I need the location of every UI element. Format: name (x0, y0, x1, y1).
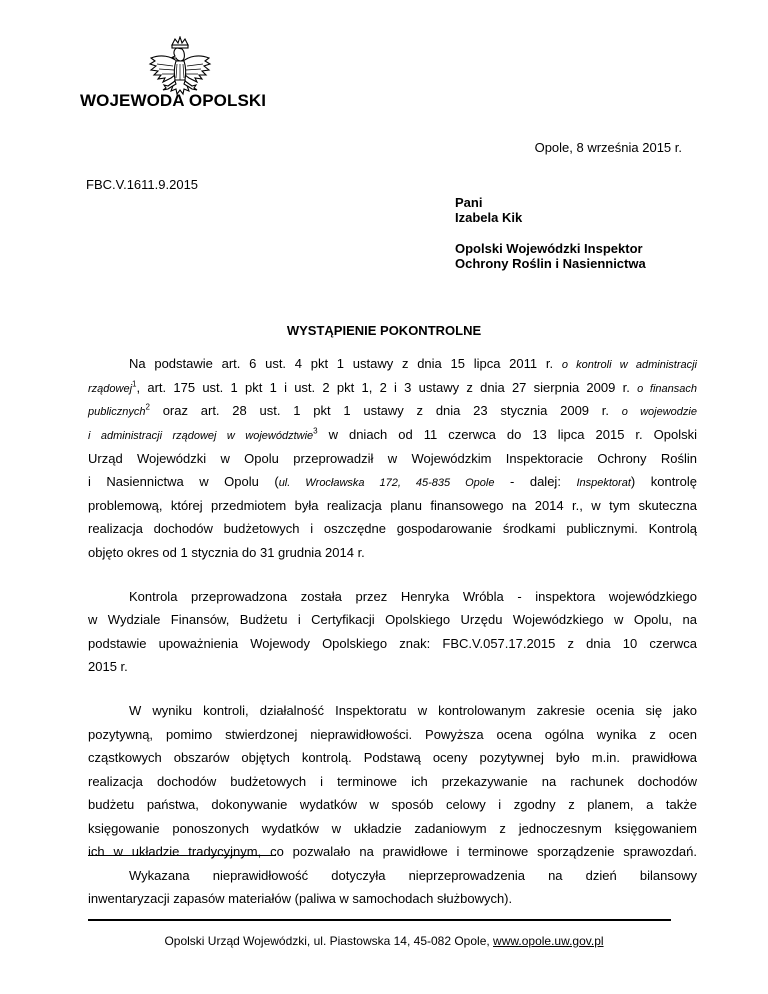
place-and-date: Opole, 8 września 2015 r. (534, 140, 682, 155)
paragraph-3-line: W wyniku kontroli, działalność Inspektoratu w kontrolowanym zakresie ocenia się jako (129, 703, 697, 718)
paragraph-1-line: Na podstawie art. 6 ust. 4 pkt 1 ustawy z dnia 15 lipca 2011 r. o kontroli w administracji (129, 356, 697, 371)
paragraph-1-line: problemową, której przedmiotem była realizacja planu finansowego na 2014 r., w tym skuteczna (88, 498, 697, 513)
paragraph-3-line: księgowanie ponoszonych wydatków w układzie zadaniowym z jednoczesnym księgowaniem (88, 821, 697, 836)
paragraph-1-line: Urząd Wojewódzki w Opolu przeprowadził w Wojewódzkim Inspektoracie Ochrony Roślin (88, 451, 697, 466)
paragraph-1-line: rządowej$^1$, art. 175 ust. 1 pkt 1 i ust. 2 pkt 1, 2 i 3 ustawy z dnia 27 sierpnia 2009 r. o finansach (88, 379, 697, 395)
paragraph-1-line: realizacja dochodów budżetowych i oszczędne gospodarowanie środkami publicznymi. Kontrolą (88, 521, 697, 536)
paragraph-1-line: objęto okres od 1 stycznia do 31 grudnia 2014 r. (88, 545, 365, 560)
addressee-salutation: Pani (455, 195, 483, 210)
paragraph-2-line: podstawie upoważnienia Wojewody Opolskiego znak: FBC.V.057.17.2015 z dnia 10 czerwca (88, 636, 697, 651)
addressee-position-line-2: Ochrony Roślin i Nasiennictwa (455, 256, 646, 271)
footer-address: Opolski Urząd Wojewódzki, ul. Piastowska 14, 45-082 Opole, (164, 934, 490, 948)
paragraph-1-line: publicznych$^2$ oraz art. 28 ust. 1 pkt 1 ustawy z dnia 23 stycznia 2009 r. o wojewodzie (88, 402, 697, 418)
paragraph-2-line: 2015 r. (88, 659, 128, 674)
paragraph-3-line: Wykazana nieprawidłowość dotyczyła nieprzeprowadzenia na dzień bilansowy (129, 868, 697, 883)
document-heading: WYSTĄPIENIE POKONTROLNE (286, 323, 482, 338)
footer-website-link[interactable]: www.opole.uw.gov.pl (493, 934, 604, 948)
footnote-separator (88, 855, 276, 856)
paragraph-2-line: Kontrola przeprowadzona została przez Henryka Wróbla - inspektora wojewódzkiego (129, 589, 697, 604)
addressee-name: Izabela Kik (455, 210, 523, 225)
office-title: WOJEWODA OPOLSKI (80, 91, 267, 110)
paragraph-1-line: i Nasiennictwa w Opolu (ul. Wrocławska 172, 45-835 Opole - dalej: Inspektorat) kontrolę (88, 474, 697, 489)
paragraph-3-line: inwentaryzacji zapasów materiałów (paliwa w samochodach służbowych). (88, 891, 513, 906)
paragraph-3-line: budżetu państwa, dokonywanie wydatków w sposób celowy i zgodny z planem, a także (88, 797, 697, 812)
paragraph-3-line: cząstkowych obszarów objętych kontrolą. Podstawą oceny pozytywnej było m.in. prawidłowa (88, 750, 697, 765)
paragraph-2-line: w Wydziale Finansów, Budżetu i Certyfikacji Opolskiego Urzędu Wojewódzkiego w Opolu, na (88, 612, 697, 627)
footer (0, 934, 768, 948)
paragraph-1-line: i administracji rządowej w województwie$^3$ w dniach od 11 czerwca do 13 lipca 2015 r. Opolski (88, 426, 697, 442)
addressee-position-line-1: Opolski Wojewódzki Inspektor (455, 241, 643, 256)
paragraph-3-line: realizacja dochodów budżetowych i terminowe ich przekazywanie na rachunek dochodów (88, 774, 697, 789)
paragraph-3-line: pozytywną, pomimo stwierdzonej nieprawidłowości. Powyższa ocena ogólna wynika z ocen (88, 727, 697, 742)
paragraph-3-line: ich w układzie tradycyjnym, co pozwalało na prawidłowe i terminowe sporządzenie sprawozdań. (88, 844, 697, 859)
case-reference: FBC.V.1611.9.2015 (86, 177, 199, 192)
footer-divider (88, 919, 671, 921)
